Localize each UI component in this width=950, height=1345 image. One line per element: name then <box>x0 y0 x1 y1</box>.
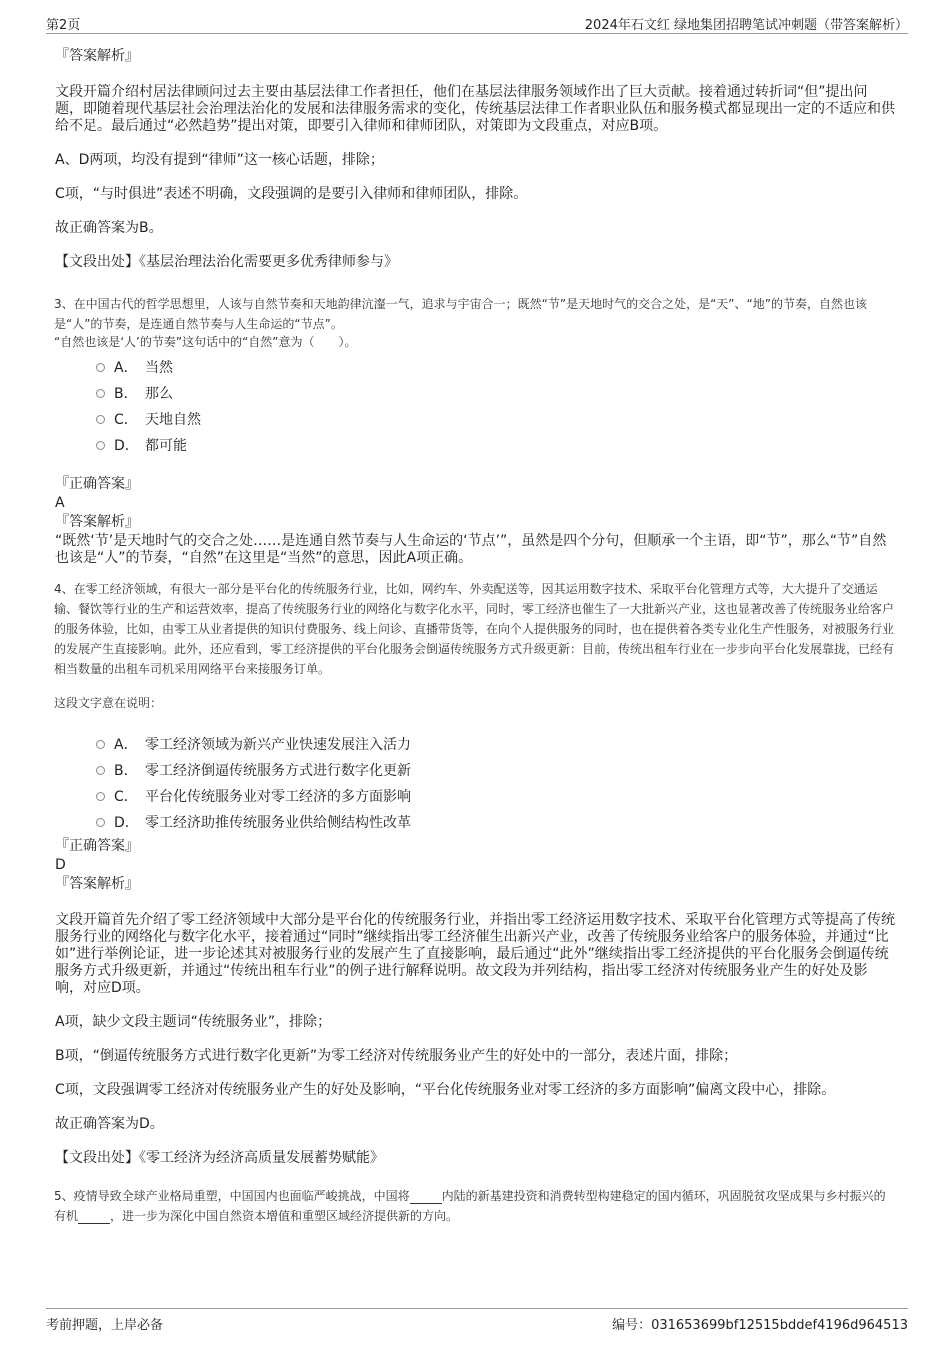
q3-option-d[interactable]: D． 都可能 <box>96 433 895 459</box>
page-footer <box>0 1308 950 1345</box>
q3-analysis: “既然‘节’是天地时气的交合之处……是连通自然节奏与人生命运的‘节点’”，虽然是四个分句，但顺承一个主语，即“节”，那么“节”自然也该是“人”的节奏，“自然”在这里是“当然”的意思，因此A项正确。 <box>55 533 887 566</box>
q4-answer: D <box>55 857 66 873</box>
q2-source: 【文段出处】《基层治理法治化需要更多优秀律师参与》 <box>55 254 398 270</box>
radio-button[interactable] <box>96 415 105 424</box>
page-number: 第2页 <box>46 18 81 33</box>
q4-option-c[interactable]: C． 平台化传统服务业对零工经济的多方面影响 <box>96 784 895 810</box>
document-title: 2024年石文红 绿地集团招聘笔试冲刺题（带答案解析） <box>584 18 908 33</box>
q3-options <box>96 355 895 459</box>
q2-analysis-p4: 故正确答案为B。 <box>55 220 163 236</box>
q4-analysis-p3: B项，“倒逼传统服务方式进行数字化更新”为零工经济对传统服务业产生的好处中的一部分，表述片面，排除； <box>55 1048 738 1064</box>
q4-option-a[interactable]: A． 零工经济领域为新兴产业快速发展注入活力 <box>96 732 895 758</box>
q3-answer: A <box>55 495 65 511</box>
q4-source: 【文段出处】《零工经济为经济高质量发展蓄势赋能》 <box>55 1150 384 1166</box>
q3-option-a[interactable]: A． 当然 <box>96 355 895 381</box>
document-code: 编号：031653699bf12515bddef4196d964513 <box>612 1318 908 1333</box>
radio-button[interactable] <box>96 792 105 801</box>
footer-divider <box>46 1308 908 1309</box>
q4-analysis-p2: A项，缺少文段主题词“传统服务业”，排除； <box>55 1014 332 1030</box>
q4-question: 这段文字意在说明： <box>54 696 163 710</box>
radio-button[interactable] <box>96 363 105 372</box>
fill-blank-1[interactable] <box>410 1189 442 1204</box>
q4-options <box>96 732 895 836</box>
q4-analysis-label: 『答案解析』 <box>55 876 139 892</box>
q4-option-b[interactable]: B． 零工经济倒逼传统服务方式进行数字化更新 <box>96 758 895 784</box>
document-body <box>55 46 895 1226</box>
radio-button[interactable] <box>96 389 105 398</box>
footer-slogan: 考前押题，上岸必备 <box>46 1318 164 1333</box>
q4-stem: 4、在零工经济领域，有很大一部分是平台化的传统服务行业，比如，网约车、外卖配送等，因其运用数字技术、采取平台化管理方式等，大大提升了交通运输、餐饮等行业的生产和运营效率，提高了传统服务行业的网络化与数字化水平，同时，零工经济也催生了一大批新兴产业，这也显著改善了传统服务业给客户的服务体验，比如，由零工从业者提供的知识付费服务、线上问诊、直播带货等，在向个人提供服务的同时，也在提供着各类专业化生产性服务，对被服务行业的发展产生直接影响。此外，还应看到，零工经济提供的平台化服务会倒逼传统服务方式升级更新：目前，传统出租车行业在一步步向平台化发展靠拢，已经有相当数量的出租车司机采用网络平台来接服务订单。 <box>54 582 895 676</box>
page-header <box>0 0 950 34</box>
q4-answer-label: 『正确答案』 <box>55 838 139 854</box>
radio-button[interactable] <box>96 740 105 749</box>
radio-button[interactable] <box>96 441 105 450</box>
q3-analysis-label: 『答案解析』 <box>55 514 139 530</box>
radio-button[interactable] <box>96 818 105 827</box>
q4-analysis-p5: 故正确答案为D。 <box>55 1116 164 1132</box>
q5-stem: 5、疫情导致全球产业格局重塑，中国国内也面临严峻挑战，中国将 内陆的新基建投资和消费转型构建稳定的国内循环，巩固脱贫攻坚成果与乡村振兴的有机 ，进一步为深化中国自然资本增值和重塑区域经济提供新的方向。 <box>54 1189 886 1223</box>
q2-analysis-p3: C项，“与时俱进”表述不明确，文段强调的是要引入律师和律师团队，排除。 <box>55 186 528 202</box>
q4-option-d[interactable]: D． 零工经济助推传统服务业供给侧结构性改革 <box>96 810 895 836</box>
q3-stem: 3、在中国古代的哲学思想里，人该与自然节奏和天地韵律沆瀣一气，追求与宇宙合一；既然“节”是天地时气的交合之处，是“天”、“地”的节奏，自然也该是“人”的节奏，是连通自然节奏与人生命运的“节点”。 <box>54 297 867 331</box>
radio-button[interactable] <box>96 766 105 775</box>
fill-blank-2[interactable] <box>78 1209 110 1224</box>
q3-question: “自然也该是‘人’的节奏”这句话中的“自然”意为（ ）。 <box>54 335 357 349</box>
q3-option-c[interactable]: C． 天地自然 <box>96 407 895 433</box>
q3-answer-label: 『正确答案』 <box>55 476 139 492</box>
q2-analysis-p2: A、D两项，均没有提到“律师”这一核心话题，排除； <box>55 152 384 168</box>
q3-option-b[interactable]: B． 那么 <box>96 381 895 407</box>
q4-analysis-p4: C项，文段强调零工经济对传统服务业产生的好处及影响，“平台化传统服务业对零工经济的多方面影响”偏离文段中心，排除。 <box>55 1082 836 1098</box>
q2-analysis-label: 『答案解析』 <box>55 48 139 64</box>
header-divider <box>46 33 908 34</box>
q4-analysis-p1: 文段开篇首先介绍了零工经济领域中大部分是平台化的传统服务行业，并指出零工经济运用数字技术、采取平台化管理方式等提高了传统服务行业的网络化与数字化水平，接着通过“同时”继续指出零工经济催生出新兴产业，改善了传统服务业给客户的服务体验，并通过“比如”进行举例论证，进一步论述其对被服务行业的发展产生了直接影响，最后通过“此外”继续指出零工经济提供的平台化服务会倒逼传统服务方式升级更新，并通过“传统出租车行业”的例子进行解释说明。故文段为并列结构，指出零工经济对传统服务业产生的好处及影响，对应D项。 <box>55 912 895 996</box>
q2-analysis-p1: 文段开篇介绍村居法律顾问过去主要由基层法律工作者担任，他们在基层法律服务领域作出了巨大贡献。接着通过转折词“但”提出问题，即随着现代基层社会治理法治化的发展和法律服务需求的变化，传统基层法律工作者职业队伍和服务模式都显现出一定的不适应和供给不足。最后通过“必然趋势”提出对策，即要引入律师和律师团队，对策即为文段重点，对应B项。 <box>55 84 895 134</box>
